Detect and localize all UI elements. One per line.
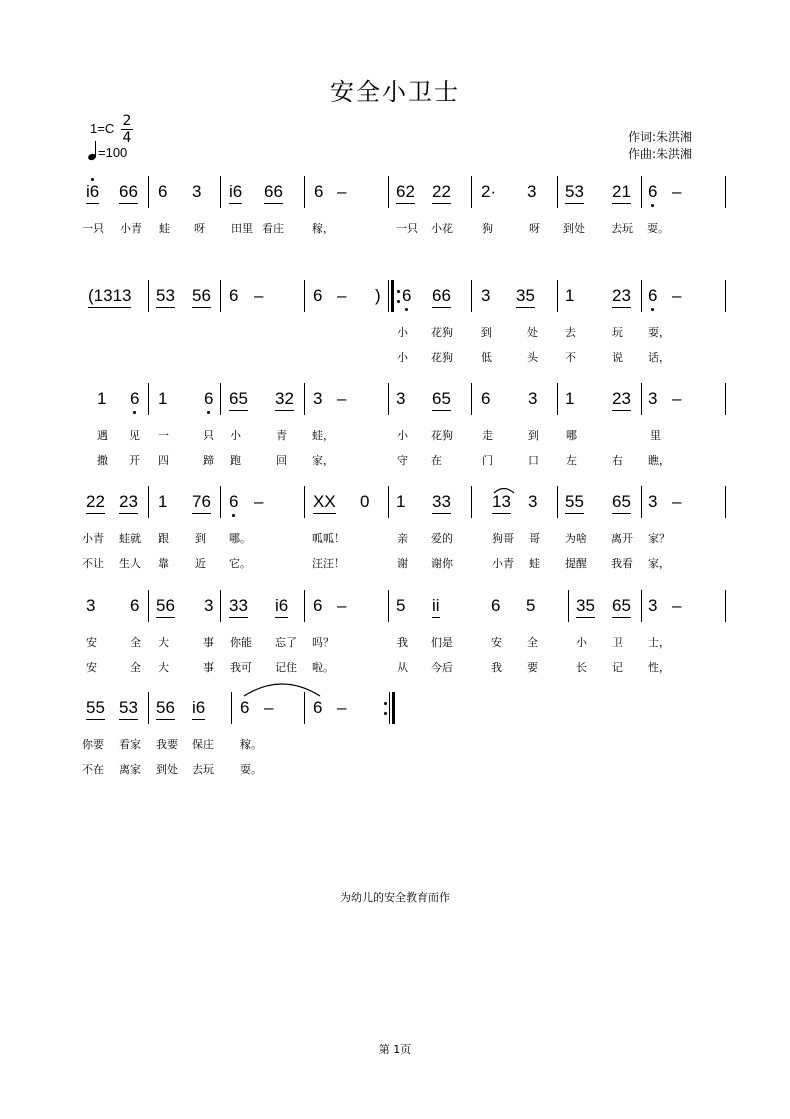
lyric: 狗 [482,222,493,235]
lyric: 右 [612,454,623,467]
lyric: 蛙就 [119,532,141,545]
lyric: 耍。 [240,763,262,776]
lyric: 全 [527,636,538,649]
note: 76 [192,492,211,514]
note: 6 [130,389,140,408]
lyric: 家？ [648,532,670,545]
lyric: 哪。 [229,532,251,545]
note: 3 [86,596,96,615]
note: 6 [229,492,239,511]
lyric: 到处 [156,763,178,776]
note: 33 [432,492,451,514]
lyric: 一只 [396,222,418,235]
lyric: 不在 [82,763,104,776]
lyric: 吗？ [312,636,334,649]
note: 6 [229,286,239,305]
note: 2· [481,182,497,201]
lyric: 小青 [82,532,104,545]
note: 56 [156,698,175,720]
note: i6 [229,182,242,204]
note: 65 [229,389,248,411]
lyric: 长 [576,661,587,674]
lyric: 我看 [611,557,633,570]
lyric: 谢 [397,557,408,570]
note: 65 [432,389,451,411]
note: – [337,596,347,615]
lyric: 忘了 [275,636,297,649]
note: 3 [528,492,538,511]
note: 35 [516,286,535,308]
lyric: 它。 [229,557,251,570]
lyric: 跑 [230,454,241,467]
lyricist-credit: 作词:朱洪湘 [628,130,693,144]
lyric: 回 [276,454,287,467]
note: 6 [204,389,214,408]
lyric: 保庄 [192,738,214,751]
note: 5 [526,596,536,615]
note: 6 [158,182,168,201]
note: – [254,286,264,305]
quarter-note-icon [88,140,98,160]
note: 6 [314,182,324,201]
lyric: 生人 [119,557,141,570]
lyric: 田里 [231,222,253,235]
note: XX [313,492,336,514]
lyric: 蹄 [203,454,214,467]
lyric: 安 [491,636,502,649]
lyric: 头 [527,351,538,364]
lyric: 青 [276,429,287,442]
lyric: 家， [648,557,670,570]
note: 33 [229,596,248,618]
lyric: 四 [158,454,169,467]
note: 23 [612,286,631,308]
lyric: 啦。 [312,661,334,674]
lyric: 跟 [158,532,169,545]
note: 55 [86,698,105,720]
lyric: 从 [397,661,408,674]
lyric: 哪 [566,429,577,442]
note: 23 [119,492,138,514]
lyric: 事 [203,636,214,649]
lyric: 去 [565,326,576,339]
lyric: 看庄 [262,222,284,235]
lyric: 稼， [312,222,334,235]
lyric: 耍。 [647,222,669,235]
lyric: 说 [612,351,623,364]
note: i6 [275,596,288,618]
lyric: 近 [195,557,206,570]
lyric: 话， [648,351,670,364]
lyric: 大 [158,636,169,649]
lyric: 全 [130,661,141,674]
composer-credit: 作曲:朱洪湘 [628,147,693,161]
lyric: 不让 [82,557,104,570]
lyric: 只 [203,429,214,442]
note: 3 [481,286,491,305]
lyric: 我 [397,636,408,649]
page-number: 第 1页 [378,1043,412,1056]
lyric: 走 [482,429,493,442]
lyric: 处 [527,326,538,339]
lyric: 你能 [230,636,252,649]
lyric: 性， [648,661,670,674]
note: 6 [648,182,658,201]
note: 35 [576,596,595,618]
lyric: 不 [565,351,576,364]
note: 6 [313,596,323,615]
note: 6 [481,389,491,408]
lyric: 耍， [648,326,670,339]
lyric: 到 [195,532,206,545]
lyric: 花狗 [431,326,453,339]
note: 66 [432,286,451,308]
note: – [337,182,347,201]
note: – [337,698,347,717]
lyric: 小花 [431,222,453,235]
lyric: 狗哥 [492,532,514,545]
lyric: 花狗 [431,429,453,442]
lyric: 安 [86,636,97,649]
note: 56 [192,286,211,308]
note: 6 [313,698,323,717]
note: – [672,596,682,615]
song-title: 安全小卫士 [330,78,460,106]
note: ii [432,596,440,618]
note: 13 [492,492,511,514]
lyric: 开 [129,454,140,467]
lyric: 到处 [563,222,585,235]
lyric: 哥 [529,532,540,545]
lyric: 全 [130,636,141,649]
lyric: 靠 [158,557,169,570]
note: 3 [648,492,658,511]
note: 53 [119,698,138,720]
lyric: 口 [528,454,539,467]
lyric: 亲 [397,532,408,545]
lyric: 记住 [275,661,297,674]
note: 65 [612,596,631,618]
lyric: 小 [397,429,408,442]
note: – [337,389,347,408]
note: 6 [240,698,250,717]
note: 65 [612,492,631,514]
note: 66 [119,182,138,204]
lyric: 汪汪！ [312,557,345,570]
lyric: 呀 [194,222,205,235]
lyric: 玩 [612,326,623,339]
note: 3 [648,389,658,408]
lyric: 遇 [97,429,108,442]
key-signature: 1=C [90,121,115,136]
lyric: 家， [312,454,334,467]
lyric: 在 [431,454,442,467]
lyric: 我 [491,661,502,674]
note: 1 [97,389,107,408]
note: 3 [192,182,202,201]
note: 6 [491,596,501,615]
lyric: 提醒 [565,557,587,570]
note: 22 [432,182,451,204]
lyric: 我要 [156,738,178,751]
lyric: 离开 [611,532,633,545]
note: 1 [565,286,575,305]
note: 6 [648,286,658,305]
lyric: 小 [397,351,408,364]
note: 1 [396,492,406,511]
lyric: 瞧， [648,454,670,467]
lyric: 门 [482,454,493,467]
note: 3 [204,596,214,615]
note: 53 [156,286,175,308]
lyric: 一只 [82,222,104,235]
note: i6 [86,182,99,204]
lyric: 蛙， [312,429,334,442]
lyric: 守 [397,454,408,467]
tempo-value: =100 [98,145,128,160]
footnote: 为幼儿的安全教育而作 [340,891,450,904]
lyric: 要 [527,661,538,674]
note: – [672,492,682,511]
note: – [672,286,682,305]
lyric: 今后 [431,661,453,674]
note: 62 [396,182,415,204]
lyric: 低 [481,351,492,364]
lyric: 里 [650,429,661,442]
note: 0 [360,492,370,511]
note: 56 [156,596,175,618]
lyric: 谢你 [431,557,453,570]
note: 21 [612,182,631,204]
lyric: 一 [158,429,169,442]
lyric: 大 [158,661,169,674]
lyric: 你要 [82,738,104,751]
lyric: 见 [129,429,140,442]
lyric: 到 [528,429,539,442]
lyric: 左 [566,454,577,467]
lyric: 小青 [120,222,142,235]
lyric: 离家 [119,763,141,776]
lyric: 记 [612,661,623,674]
lyric: 为啥 [565,532,587,545]
note: 66 [264,182,283,204]
lyric: 士， [648,636,670,649]
tempo-marking [88,140,127,160]
note: 1 [158,389,168,408]
lyric: 蛙 [529,557,540,570]
lyric: 看家 [119,738,141,751]
lyric: 爱的 [431,532,453,545]
note: 3 [528,389,538,408]
note: 1 [158,492,168,511]
lyric: 安 [86,661,97,674]
lyric: 撒 [97,454,108,467]
lyric: 小 [576,636,587,649]
note: ) [375,286,381,305]
note: 3 [527,182,537,201]
note: 53 [565,182,584,204]
note: – [672,389,682,408]
note: 6 [402,286,412,305]
note: i6 [192,698,205,720]
lyric: 花狗 [431,351,453,364]
note: 6 [313,286,323,305]
note: 55 [565,492,584,514]
note: 23 [612,389,631,411]
note: 1 [565,389,575,408]
note: 3 [396,389,406,408]
note: – [254,492,264,511]
lyric: 小青 [492,557,514,570]
lyric: 小 [397,326,408,339]
lyric: 呀 [529,222,540,235]
note: 22 [86,492,105,514]
note: 3 [313,389,323,408]
lyric: 去玩 [611,222,633,235]
time-signature-top: 2 [122,113,132,129]
note: – [672,182,682,201]
lyric: 事 [203,661,214,674]
note: – [337,286,347,305]
lyric: 们是 [431,636,453,649]
lyric: 呱呱！ [312,532,345,545]
lyric: 稼。 [240,738,262,751]
tie-mark [242,678,322,698]
time-signature-bottom: 4 [122,130,132,146]
lyric: 到 [481,326,492,339]
lyric: 小 [230,429,241,442]
note: 3 [648,596,658,615]
note: 32 [275,389,294,411]
note: – [264,698,274,717]
lyric: 蛙 [159,222,170,235]
lyric: 去玩 [192,763,214,776]
note: 6 [130,596,140,615]
note: (1313 [88,286,131,308]
note: 5 [396,596,406,615]
lyric: 我可 [230,661,252,674]
lyric: 卫 [612,636,623,649]
